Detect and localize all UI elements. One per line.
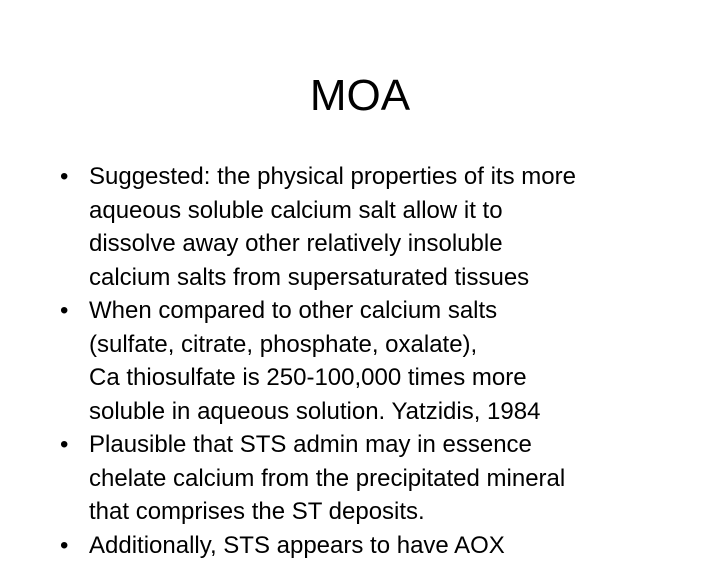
- slide-title: [0, 70, 720, 122]
- bullet-text-line: calcium salts from supersaturated tissues: [89, 261, 700, 295]
- bullet-item: [60, 160, 700, 294]
- bullet-marker: •: [60, 160, 68, 194]
- bullet-marker: •: [60, 428, 68, 462]
- slide-title-text: MOA: [310, 70, 410, 122]
- bullet-text-line: Additionally, STS appears to have AOX: [89, 529, 700, 562]
- bullet-text-line: that comprises the ST deposits.: [89, 495, 700, 529]
- bullet-item: [60, 294, 700, 428]
- bullet-text-line: aqueous soluble calcium salt allow it to: [89, 194, 700, 228]
- bullet-text-line: (sulfate, citrate, phosphate, oxalate),: [89, 328, 700, 362]
- bullet-text-line: Plausible that STS admin may in essence: [89, 428, 700, 462]
- bullet-text-line: When compared to other calcium salts: [89, 294, 700, 328]
- bullet-text-line: soluble in aqueous solution. Yatzidis, 1984: [89, 395, 700, 429]
- bullet-marker: •: [60, 294, 68, 328]
- bullet-text-line: chelate calcium from the precipitated mineral: [89, 462, 700, 496]
- bullet-text-line: dissolve away other relatively insoluble: [89, 227, 700, 261]
- bullet-item: [60, 529, 700, 562]
- bullet-list: [60, 160, 700, 562]
- bullet-text-line: Suggested: the physical properties of its more: [89, 160, 700, 194]
- bullet-marker: •: [60, 529, 68, 562]
- bullet-item: [60, 428, 700, 529]
- bullet-text-line: Ca thiosulfate is 250-100,000 times more: [89, 361, 700, 395]
